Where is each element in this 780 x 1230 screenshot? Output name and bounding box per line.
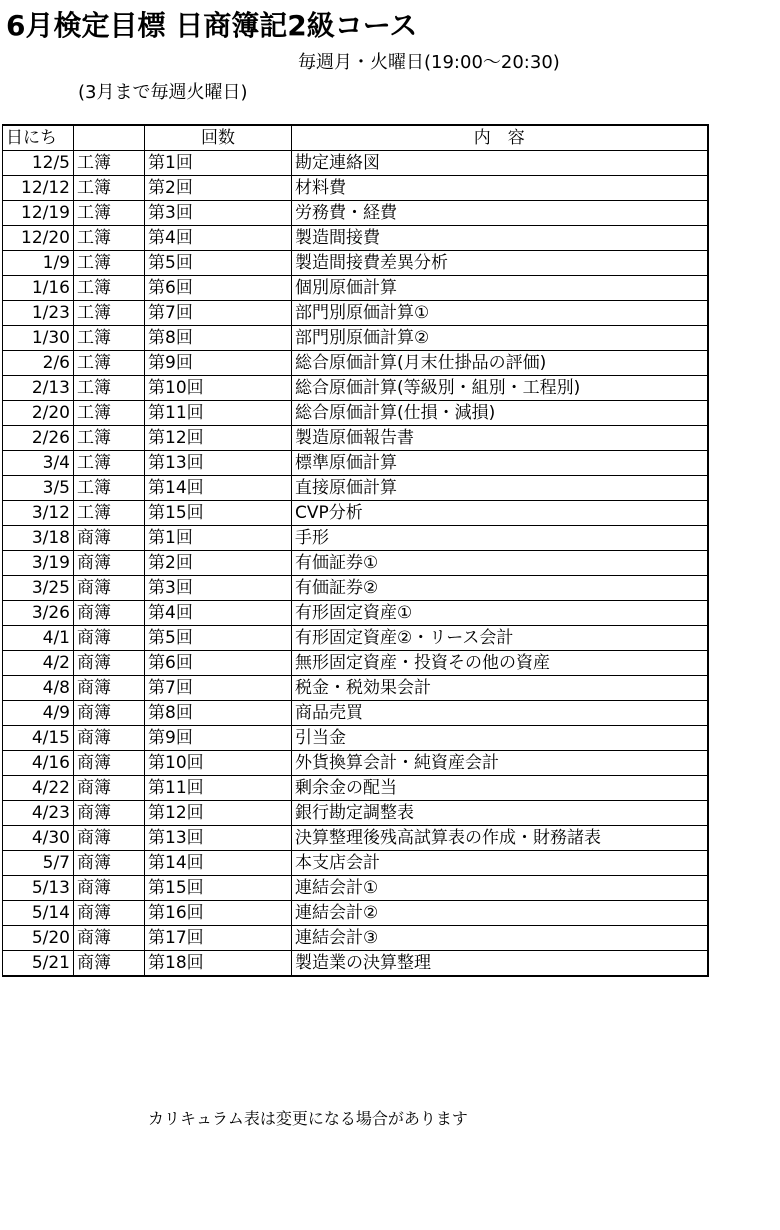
table-row	[3, 726, 708, 751]
kind-cell: 工簿	[74, 501, 145, 526]
kind-cell: 商簿	[74, 526, 145, 551]
table-row	[3, 276, 708, 301]
session-cell: 第3回	[145, 576, 292, 601]
table-row	[3, 526, 708, 551]
content-cell: 有価証券②	[292, 576, 708, 601]
table-row	[3, 176, 708, 201]
date-cell: 3/4	[3, 451, 74, 476]
table-row	[3, 551, 708, 576]
table-row	[3, 876, 708, 901]
content-cell: 製造間接費差異分析	[292, 251, 708, 276]
kind-cell: 商簿	[74, 801, 145, 826]
date-cell: 3/18	[3, 526, 74, 551]
kind-cell: 商簿	[74, 776, 145, 801]
table-row	[3, 626, 708, 651]
kind-cell: 商簿	[74, 876, 145, 901]
kind-cell: 工簿	[74, 201, 145, 226]
session-cell: 第12回	[145, 801, 292, 826]
kind-cell: 工簿	[74, 226, 145, 251]
table-row	[3, 201, 708, 226]
kind-cell: 商簿	[74, 826, 145, 851]
content-cell: 本支店会計	[292, 851, 708, 876]
content-cell: 剰余金の配当	[292, 776, 708, 801]
kind-cell: 工簿	[74, 176, 145, 201]
date-cell: 3/26	[3, 601, 74, 626]
session-cell: 第12回	[145, 426, 292, 451]
content-cell: 労務費・経費	[292, 201, 708, 226]
table-row	[3, 776, 708, 801]
table-row	[3, 251, 708, 276]
content-cell: 勘定連絡図	[292, 151, 708, 176]
content-cell: 外貨換算会計・純資産会計	[292, 751, 708, 776]
session-cell: 第10回	[145, 376, 292, 401]
date-cell: 12/5	[3, 151, 74, 176]
date-cell: 3/25	[3, 576, 74, 601]
date-cell: 4/2	[3, 651, 74, 676]
table-header-row	[3, 125, 708, 151]
date-cell: 3/12	[3, 501, 74, 526]
content-cell: 部門別原価計算①	[292, 301, 708, 326]
session-cell: 第7回	[145, 301, 292, 326]
session-cell: 第1回	[145, 151, 292, 176]
date-cell: 2/6	[3, 351, 74, 376]
date-cell: 5/21	[3, 951, 74, 977]
kind-cell: 商簿	[74, 851, 145, 876]
content-cell: 材料費	[292, 176, 708, 201]
session-cell: 第13回	[145, 451, 292, 476]
content-cell: 決算整理後残高試算表の作成・財務諸表	[292, 826, 708, 851]
content-cell: 有価証券①	[292, 551, 708, 576]
date-cell: 4/15	[3, 726, 74, 751]
date-cell: 4/23	[3, 801, 74, 826]
table-row	[3, 476, 708, 501]
session-cell: 第7回	[145, 676, 292, 701]
session-cell: 第17回	[145, 926, 292, 951]
content-cell: 標準原価計算	[292, 451, 708, 476]
curriculum-table	[2, 124, 709, 977]
date-cell: 5/7	[3, 851, 74, 876]
date-cell: 1/23	[3, 301, 74, 326]
kind-cell: 商簿	[74, 676, 145, 701]
content-cell: 有形固定資産①	[292, 601, 708, 626]
session-cell: 第2回	[145, 176, 292, 201]
page-title: 6月検定目標 日商簿記2級コース	[6, 9, 418, 42]
date-cell: 5/20	[3, 926, 74, 951]
kind-cell: 工簿	[74, 151, 145, 176]
table-row	[3, 826, 708, 851]
session-cell: 第3回	[145, 201, 292, 226]
table-row	[3, 576, 708, 601]
table-row	[3, 676, 708, 701]
table-row	[3, 801, 708, 826]
session-cell: 第11回	[145, 776, 292, 801]
table-body	[3, 151, 708, 977]
table-row	[3, 451, 708, 476]
schedule-note: (3月まで毎週火曜日)	[78, 82, 248, 103]
table-row	[3, 751, 708, 776]
session-cell: 第18回	[145, 951, 292, 977]
date-cell: 5/14	[3, 901, 74, 926]
session-cell: 第6回	[145, 651, 292, 676]
kind-cell: 商簿	[74, 726, 145, 751]
kind-cell: 商簿	[74, 951, 145, 977]
date-cell: 4/1	[3, 626, 74, 651]
date-cell: 12/20	[3, 226, 74, 251]
content-cell: 直接原価計算	[292, 476, 708, 501]
table-row	[3, 226, 708, 251]
footer-note: カリキュラム表は変更になる場合があります	[148, 1109, 468, 1128]
content-cell: 連結会計②	[292, 901, 708, 926]
kind-cell: 工簿	[74, 351, 145, 376]
table-row	[3, 901, 708, 926]
date-cell: 4/8	[3, 676, 74, 701]
session-cell: 第10回	[145, 751, 292, 776]
content-cell: 有形固定資産②・リース会計	[292, 626, 708, 651]
table-row	[3, 301, 708, 326]
content-cell: 個別原価計算	[292, 276, 708, 301]
table-row	[3, 501, 708, 526]
content-cell: 製造間接費	[292, 226, 708, 251]
date-cell: 1/30	[3, 326, 74, 351]
kind-cell: 商簿	[74, 651, 145, 676]
content-cell: 部門別原価計算②	[292, 326, 708, 351]
session-cell: 第15回	[145, 501, 292, 526]
header-date: 日にち	[3, 125, 74, 151]
table-row	[3, 351, 708, 376]
date-cell: 4/30	[3, 826, 74, 851]
table-row	[3, 151, 708, 176]
content-cell: 製造原価報告書	[292, 426, 708, 451]
table-row	[3, 601, 708, 626]
session-cell: 第4回	[145, 601, 292, 626]
session-cell: 第11回	[145, 401, 292, 426]
table-row	[3, 951, 708, 977]
table-row	[3, 326, 708, 351]
table-row	[3, 426, 708, 451]
content-cell: 連結会計①	[292, 876, 708, 901]
session-cell: 第14回	[145, 476, 292, 501]
session-cell: 第8回	[145, 701, 292, 726]
content-cell: 連結会計③	[292, 926, 708, 951]
table-row	[3, 376, 708, 401]
date-cell: 1/16	[3, 276, 74, 301]
content-cell: 税金・税効果会計	[292, 676, 708, 701]
content-cell: 総合原価計算(仕損・減損)	[292, 401, 708, 426]
session-cell: 第2回	[145, 551, 292, 576]
kind-cell: 商簿	[74, 926, 145, 951]
session-cell: 第16回	[145, 901, 292, 926]
session-cell: 第14回	[145, 851, 292, 876]
kind-cell: 工簿	[74, 476, 145, 501]
content-cell: 総合原価計算(月末仕掛品の評価)	[292, 351, 708, 376]
session-cell: 第8回	[145, 326, 292, 351]
session-cell: 第5回	[145, 251, 292, 276]
header-kind	[74, 125, 145, 151]
session-cell: 第15回	[145, 876, 292, 901]
date-cell: 4/22	[3, 776, 74, 801]
schedule-line: 毎週月・火曜日(19:00〜20:30)	[298, 52, 560, 73]
session-cell: 第9回	[145, 726, 292, 751]
date-cell: 2/20	[3, 401, 74, 426]
date-cell: 2/26	[3, 426, 74, 451]
kind-cell: 工簿	[74, 426, 145, 451]
date-cell: 3/5	[3, 476, 74, 501]
session-cell: 第1回	[145, 526, 292, 551]
table-row	[3, 926, 708, 951]
session-cell: 第4回	[145, 226, 292, 251]
table-row	[3, 851, 708, 876]
content-cell: CVP分析	[292, 501, 708, 526]
session-cell: 第13回	[145, 826, 292, 851]
kind-cell: 工簿	[74, 401, 145, 426]
date-cell: 1/9	[3, 251, 74, 276]
date-cell: 2/13	[3, 376, 74, 401]
content-cell: 無形固定資産・投資その他の資産	[292, 651, 708, 676]
kind-cell: 商簿	[74, 751, 145, 776]
session-cell: 第6回	[145, 276, 292, 301]
kind-cell: 工簿	[74, 251, 145, 276]
date-cell: 5/13	[3, 876, 74, 901]
table-row	[3, 701, 708, 726]
kind-cell: 工簿	[74, 326, 145, 351]
table-row	[3, 651, 708, 676]
kind-cell: 工簿	[74, 451, 145, 476]
content-cell: 商品売買	[292, 701, 708, 726]
date-cell: 3/19	[3, 551, 74, 576]
date-cell: 4/9	[3, 701, 74, 726]
table-row	[3, 401, 708, 426]
session-cell: 第9回	[145, 351, 292, 376]
kind-cell: 工簿	[74, 276, 145, 301]
content-cell: 引当金	[292, 726, 708, 751]
date-cell: 12/19	[3, 201, 74, 226]
kind-cell: 商簿	[74, 901, 145, 926]
kind-cell: 商簿	[74, 551, 145, 576]
kind-cell: 商簿	[74, 601, 145, 626]
header-content: 内 容	[292, 125, 708, 151]
kind-cell: 商簿	[74, 626, 145, 651]
session-cell: 第5回	[145, 626, 292, 651]
content-cell: 手形	[292, 526, 708, 551]
content-cell: 総合原価計算(等級別・組別・工程別)	[292, 376, 708, 401]
content-cell: 製造業の決算整理	[292, 951, 708, 977]
date-cell: 12/12	[3, 176, 74, 201]
content-cell: 銀行勘定調整表	[292, 801, 708, 826]
kind-cell: 商簿	[74, 701, 145, 726]
header-num: 回数	[145, 125, 292, 151]
date-cell: 4/16	[3, 751, 74, 776]
kind-cell: 工簿	[74, 376, 145, 401]
kind-cell: 工簿	[74, 301, 145, 326]
kind-cell: 商簿	[74, 576, 145, 601]
